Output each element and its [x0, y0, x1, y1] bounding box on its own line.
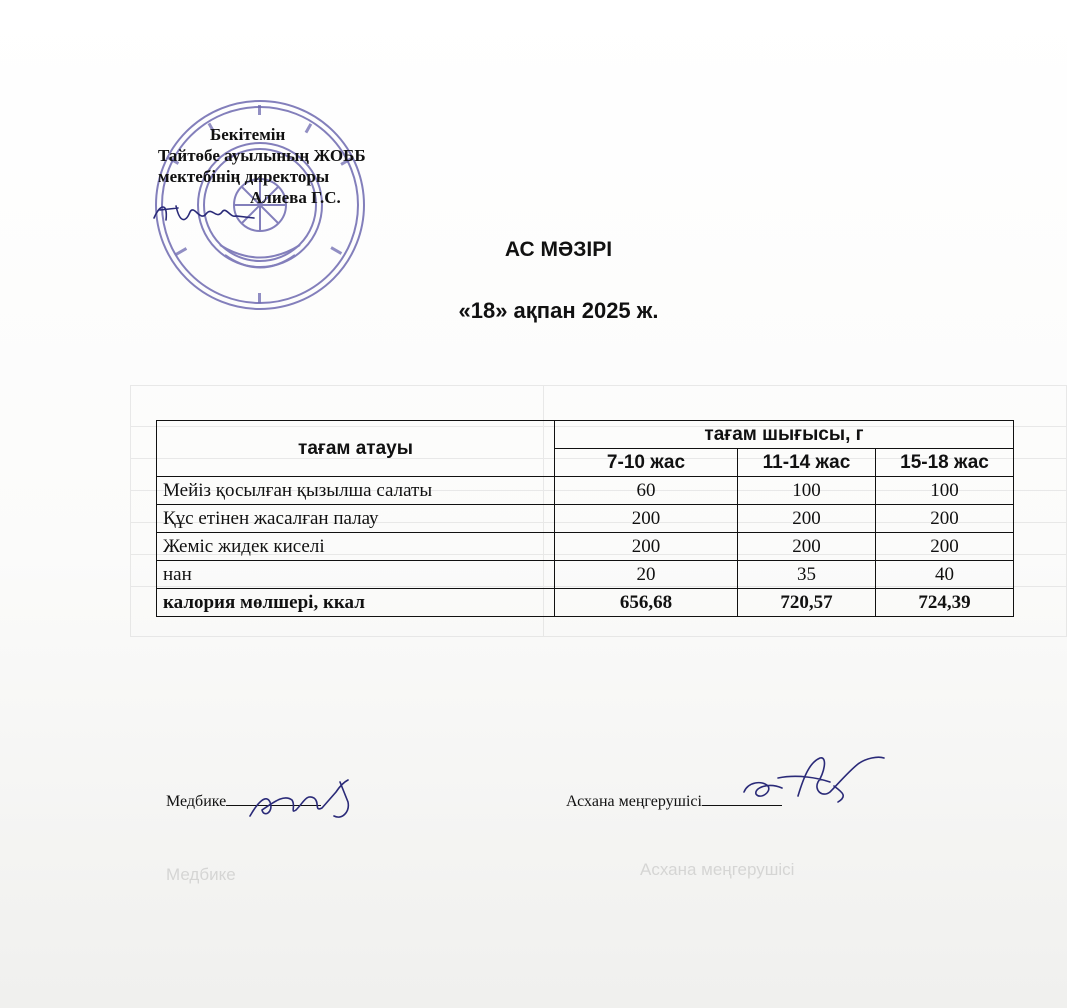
col-dish-name: тағам атауы: [157, 421, 555, 477]
director-signature: [150, 196, 260, 230]
table-row: [157, 505, 1014, 533]
age-group-3: 15-18 жас: [876, 449, 1014, 477]
table-row: [157, 561, 1014, 589]
canteen-head-label: Асхана меңгерушісі: [566, 793, 702, 810]
dish-name: Құс етінен жасалған палау: [157, 505, 555, 533]
portion-7-10: 20: [555, 561, 738, 589]
menu-date: «18» ақпан 2025 ж.: [458, 298, 659, 323]
portion-7-10: 200: [555, 505, 738, 533]
dish-name: Мейіз қосылған қызылша салаты: [157, 477, 555, 505]
approval-heading: Бекітемін: [210, 125, 286, 144]
age-group-2: 11-14 жас: [738, 449, 876, 477]
calorie-15-18: 724,39: [876, 589, 1014, 617]
age-group-1: 7-10 жас: [555, 449, 738, 477]
canteen-head-signature: [738, 752, 888, 812]
table-row: [157, 477, 1014, 505]
calorie-label: калория мөлшері, ккал: [157, 589, 555, 617]
portion-15-18: 100: [876, 477, 1014, 505]
table-header-row: [157, 421, 1014, 449]
director-title: мектебінің директоры: [158, 167, 330, 186]
calorie-7-10: 656,68: [555, 589, 738, 617]
nurse-label: Медбике: [166, 793, 227, 810]
bleed-through-canteen: Асхана меңгерушісі: [640, 860, 795, 879]
calorie-11-14: 720,57: [738, 589, 876, 617]
dish-name: нан: [157, 561, 555, 589]
table-row: [157, 533, 1014, 561]
menu-table: [156, 420, 1014, 617]
portion-11-14: 35: [738, 561, 876, 589]
bleed-through-nurse: Медбике: [166, 865, 236, 884]
portion-7-10: 60: [555, 477, 738, 505]
portion-15-18: 200: [876, 505, 1014, 533]
portion-7-10: 200: [555, 533, 738, 561]
portion-15-18: 40: [876, 561, 1014, 589]
school-name: Тайтөбе ауылының ЖОББ: [158, 146, 366, 165]
portion-11-14: 200: [738, 505, 876, 533]
total-row: [157, 589, 1014, 617]
dish-name: Жеміс жидек киселі: [157, 533, 555, 561]
portion-11-14: 200: [738, 533, 876, 561]
nurse-signature: [244, 772, 359, 824]
director-name: Алиева Г.С.: [250, 188, 341, 207]
portion-11-14: 100: [738, 477, 876, 505]
page-title: АС МӘЗІРІ: [504, 238, 613, 261]
portion-15-18: 200: [876, 533, 1014, 561]
col-output: тағам шығысы, г: [555, 421, 1014, 449]
